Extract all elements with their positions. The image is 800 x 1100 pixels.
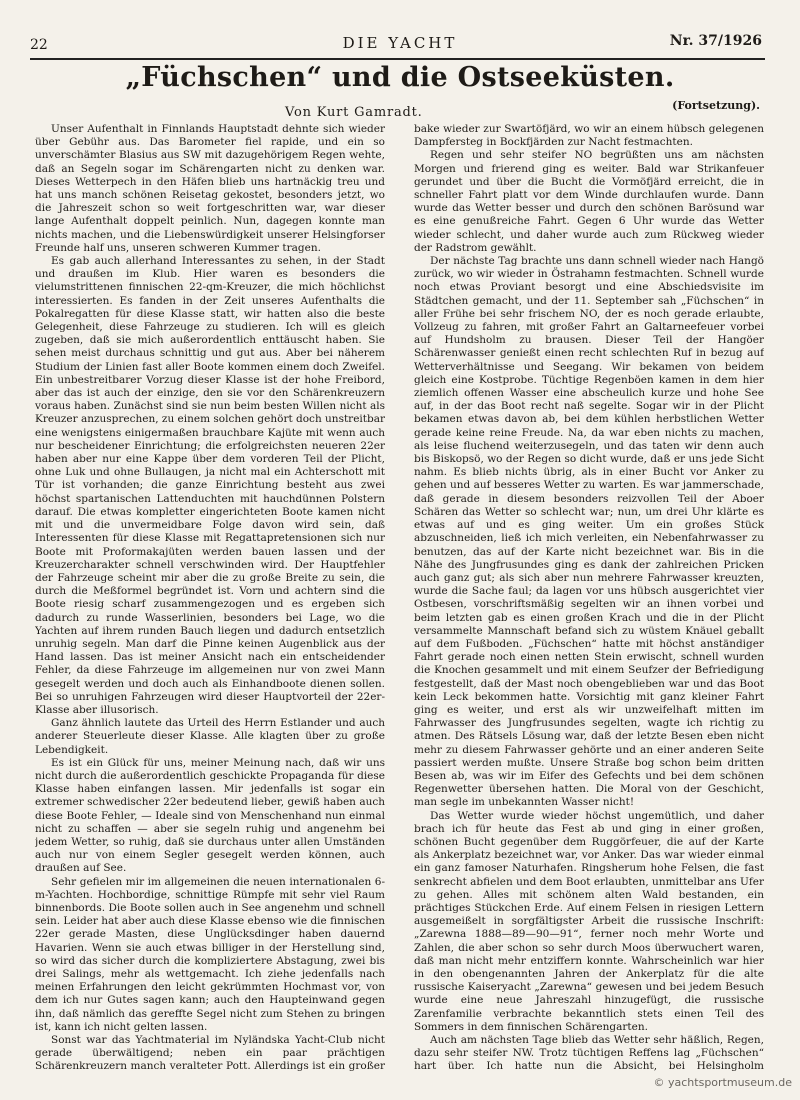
paragraph: Ganz ähnlich lautete das Urteil des Herrn Estlander und auch anderer Steuerleute dieser Klasse. Alle klagten über zu große Lebendigkeit. <box>35 717 385 756</box>
header-rule <box>30 58 765 60</box>
paragraph: Regen und sehr steifer NO begrüßten uns am nächsten Morgen und frierend ging es weiter. Bald war Strikanfeuer gerundet und über die Bucht die Vormöfjärd erreicht, die in schneller Fahrt platt vor dem Winde durchlaufen wurde. Dann wurde das Wetter besser und durch den schönen Barösund war es eine genußreiche Fahrt. Gegen 6 Uhr wurde das Wetter wieder schlecht, und daher wurde auch zum Rückweg wieder der Radstrom gewählt. <box>414 149 764 254</box>
paragraph: Der nächste Tag brachte uns dann schnell wieder nach Hangö zurück, wo wir wieder in Östrahamn festmachten. Schnell wurde noch etwas Proviant besorgt und eine Abschiedsvisite im Städtchen gemacht, und der 11. September sah „Füchschen“ in aller Frühe bei sehr frischem NO, der es noch gerade erlaubte, Vollzeug zu fahren, mit großer Fahrt an Galtarneefeuer vorbei auf Hundsholm zu brausen. Dieser Teil der Hangöer Schärenwasser genießt einen recht schlechten Ruf in bezug auf Wetterverhältnisse und Seegang. Wir bekamen von beidem gleich eine Kostprobe. Tüchtige Regenböen kamen in dem hier ziemlich offenen Wasser eine abscheulich kurze und hohe See auf, in der das Boot recht naß segelte. Sogar wir in der Plicht bekamen etwas davon ab, bei dem kühlen herbstlichen Wetter gerade keine reine Freude. Na, da war eben nichts zu machen, als leise fluchend weiterzusegeln, und das taten wir denn auch bis Biskopsö, wo der Regen so dicht wurde, daß er uns jede Sicht nahm. Es blieb nichts übrig, als in einer Bucht vor Anker zu gehen und auf besseres Wetter zu warten. Es war jammerschade, daß gerade in diesem besonders reizvollen Teil der Aboer Schären das Wetter so schlecht war; nun, um drei Uhr klärte es etwas auf und es ging weiter. Um ein großes Stück abzuschneiden, ließ ich mich verleiten, ein Nebenfahrwasser zu benutzen, das auf der Karte nicht bezeichnet war. Bis in die Nähe des Jungfrusundes ging es dank der zahlreichen Pricken auch ganz gut; als sich aber nun mehrere Fahrwasser kreuzten, wurde die Sache faul; da lagen vor uns hübsch ausgerichtet vier Ostbesen, vorschriftsmäßig segelten wir an ihnen vorbei und beim letzten gab es einen großen Krach und die in der Plicht versammelte Mannschaft befand sich zu wüstem Knäuel geballt auf dem Fußboden. „Füchschen“ hatte mit höchst anständiger Fahrt gerade noch einen netten Stein erwischt, schnell wurden die Knochen gesammelt und mit einem Seufzer der Befriedigung festgestellt, daß der Mast noch obengeblieben war und das Boot kein Leck bekommen hatte. Vorsichtig mit ganz kleiner Fahrt ging es weiter, und erst als wir unzweifelhaft mitten im Fahrwasser des Jungfrusundes segelten, wagte ich richtig zu atmen. Des Rätsels Lösung war, daß der letzte Besen eben nicht mehr zu diesem Fahrwasser gehörte und an einer anderen Seite passiert werden mußte. Unsere Straße bog schon beim dritten Besen ab, was wir im Eifer des Gefechts und bei dem schönen Regenwetter übersehen hatten. Die Moral von der Geschicht, man segle im unbekannten Wasser nicht! <box>414 255 764 809</box>
article-byline: Von Kurt Gamradt. <box>285 105 423 120</box>
paragraph: Unser Aufenthalt in Finnlands Hauptstadt dehnte sich wieder über Gebühr aus. Das Barometer fiel rapide, und ein so unverschämter Blasius aus SW mit dazugehörigem Regen wehte, daß an Segeln sogar im Schärengarten nicht zu denken war. Dieses Wetterpech in den Häfen blieb uns hartnäckig treu und hat uns manch schönen Reisetag gekostet, besonders jetzt, wo die Jahreszeit schon so weit fortgeschritten war, war dieser lange Aufenthalt doppelt peinlich. Nun, dagegen konnte man nichts machen, und die Liebenswürdigkeit unserer Helsingforser Freunde half uns, unseren schweren Kummer tragen. <box>35 123 385 254</box>
left-column <box>35 123 385 1073</box>
right-column <box>414 123 764 1073</box>
paragraph: bake wieder zur Swartöfjärd, wo wir an einem hübsch gelegenen Dampfersteg in Bockfjärden zur Nacht festmachten. <box>414 123 764 149</box>
watermark[interactable]: © yachtsportmuseum.de <box>653 1076 792 1089</box>
page-number: 22 <box>30 37 48 53</box>
paragraph: Auch am nächsten Tage blieb das Wetter sehr häßlich, Regen, dazu sehr steifer NW. Trotz tüchtigen Reffens lag „Füchschen“ hart über. Ich hatte nun die Absicht, bei Helsingholm <box>414 1034 764 1073</box>
paragraph: Sehr gefielen mir im allgemeinen die neuen internationalen 6-m-Yachten. Hochbordige, schnittige Rümpfe mit sehr viel Raum binnenbords. Die Boote sollen auch in See angenehm und schnell sein. Leider hat aber auch diese Klasse ebenso wie die finnischen 22er gerade Masten, diese Unglücksdinger haben dauernd Havarien. Wenn sie auch etwas billiger in der Herstellung sind, so wird das sicher durch die kompliziertere Abstagung, zwei bis drei Salings, mehr als wettgemacht. Ich ziehe jedenfalls nach meinen Erfahrungen den leicht gekrümmten Hochmast vor, von dem ich nur Gutes sagen kann; auch den Haupteinwand gegen ihn, daß nämlich das gereffte Segel nicht zum Stehen zu bringen ist, kann ich nicht gelten lassen. <box>35 875 385 1033</box>
continuation-note: (Fortsetzung). <box>672 99 760 112</box>
magazine-name: DIE YACHT <box>342 34 458 52</box>
paragraph: Das Wetter wurde wieder höchst ungemütlich, und daher brach ich für heute das Fest ab und ging in einer großen, schönen Bucht gegenüber dem Ruggörfeuer, die auf der Karte als Ankerplatz bezeichnet war, vor Anker. Das war wieder einmal ein ganz famoser Naturhafen. Ringsherum hohe Felsen, die fast senkrecht abfielen und dem Boot erlaubten, unmittelbar ans Ufer zu gehen. Alles mit schönem alten Wald bestanden, ein prächtiges Stückchen Erde. Auf einem Felsen in riesigen Lettern ausgemeißelt in sorgfältigster Arbeit die russische Inschrift: „Zarewna 1888—89—90—91“, ferner noch mehr Worte und Zahlen, die aber schon so sehr durch Moos überwuchert waren, daß man nicht mehr entziffern konnte. Wahrscheinlich war hier in den obengenannten Jahren der Ankerplatz für die alte russische Kaiseryacht „Zarewna“ gewesen und bei jedem Besuch wurde eine neue Jahreszahl hinzugefügt, die russische Zarenfamilie verbrachte bekanntlich stets einen Teil des Sommers in dem finnischen Schärengarten. <box>414 809 764 1033</box>
paragraph: Sonst war das Yachtmaterial im Nyländska Yacht-Club nicht gerade überwältigend; neben ein paar prächtigen Schärenkreuzern manch veralteter Pott. Allerdings ist ein großer <box>35 1034 385 1073</box>
paragraph: Es ist ein Glück für uns, meiner Meinung nach, daß wir uns nicht durch die außerordentlich geschickte Propaganda für diese Klasse haben einfangen lassen. Mir jedenfalls ist sogar ein extremer schwedischer 22er bedeutend lieber, gewiß haben auch diese Boote Fehler, — Ideale sind von Menschenhand nun einmal nicht zu schaffen — aber sie segeln ruhig und angenehm bei jedem Wetter, so ruhig, daß sie durchaus unter allen Umständen auch nur von einem Segler gesegelt werden können, auch draußen auf See. <box>35 756 385 875</box>
paragraph: Es gab auch allerhand Interessantes zu sehen, in der Stadt und draußen im Klub. Hier waren es besonders die vielumstrittenen finnischen 22-qm-Kreuzer, die mich höchlichst interessierten. Es fanden in der Zeit unseres Aufenthalts die Pokalregatten für diese Klasse statt, wir hatten also die beste Gelegenheit, diese Fahrzeuge zu studieren. Ich will es gleich zugeben, daß sie mich außerordentlich enttäuscht haben. Sie sehen meist durchaus schnittig und gut aus. Aber bei näherem Studium der Linien fast aller Boote kommen einem doch Zweifel. Ein unbestreitbarer Vorzug dieser Klasse ist der hohe Freibord, aber das ist auch der einzige, den sie vor den Schärenkreuzern voraus haben. Zunächst sind sie nun beim besten Willen nicht als Kreuzer anzusprechen, zu einem solchen gehört doch unstreitbar eine wenigstens einigermaßen brauchbare Kajüte mit wenn auch nur bescheidener Einrichtung; die erfolgreichsten neueren 22er haben aber nur eine Kappe über dem vorderen Teil der Plicht, ohne Luk und ohne Bullaugen, ja nicht mal ein Achterschott mit Tür ist vorhanden; die ganze Einrichtung besteht aus zwei höchst spartanischen Lattenduchten mit hauchdünnen Polstern darauf. Die etwas kompletter eingerichteten Boote kamen nicht mit und die unvermeidbare Folge davon wird sein, daß Interessenten für diese Klasse mit Regattapretensionen sich nur Boote mit Proformakajüten werden bauen lassen und der Kreuzercharakter schnell verschwinden wird. Der Hauptfehler der Fahrzeuge scheint mir aber die zu große Breite zu sein, die durch die Meßformel begründet ist. Vorn und achtern sind die Boote riesig scharf zusammengezogen und es ergeben sich dadurch zu runde Wasserlinien, besonders bei Lage, wo die Yachten auf ihrem runden Bauch liegen und dadurch entsetzlich unruhig segeln. Man darf die Pinne keinen Augenblick aus der Hand lassen. Das ist meiner Ansicht nach ein entscheidender Fehler, da diese Fahrzeuge im allgemeinen nur von zwei Mann gesegelt werden und doch auch als Einhandboote dienen sollen. Bei so unruhigen Fahrzeugen wird dieser Hauptvorteil der 22er-Klasse aber illusorisch. <box>35 255 385 716</box>
article-title: „Füchschen“ und die Ostseeküsten. <box>125 62 675 93</box>
issue-number: Nr. 37/1926 <box>669 33 762 49</box>
